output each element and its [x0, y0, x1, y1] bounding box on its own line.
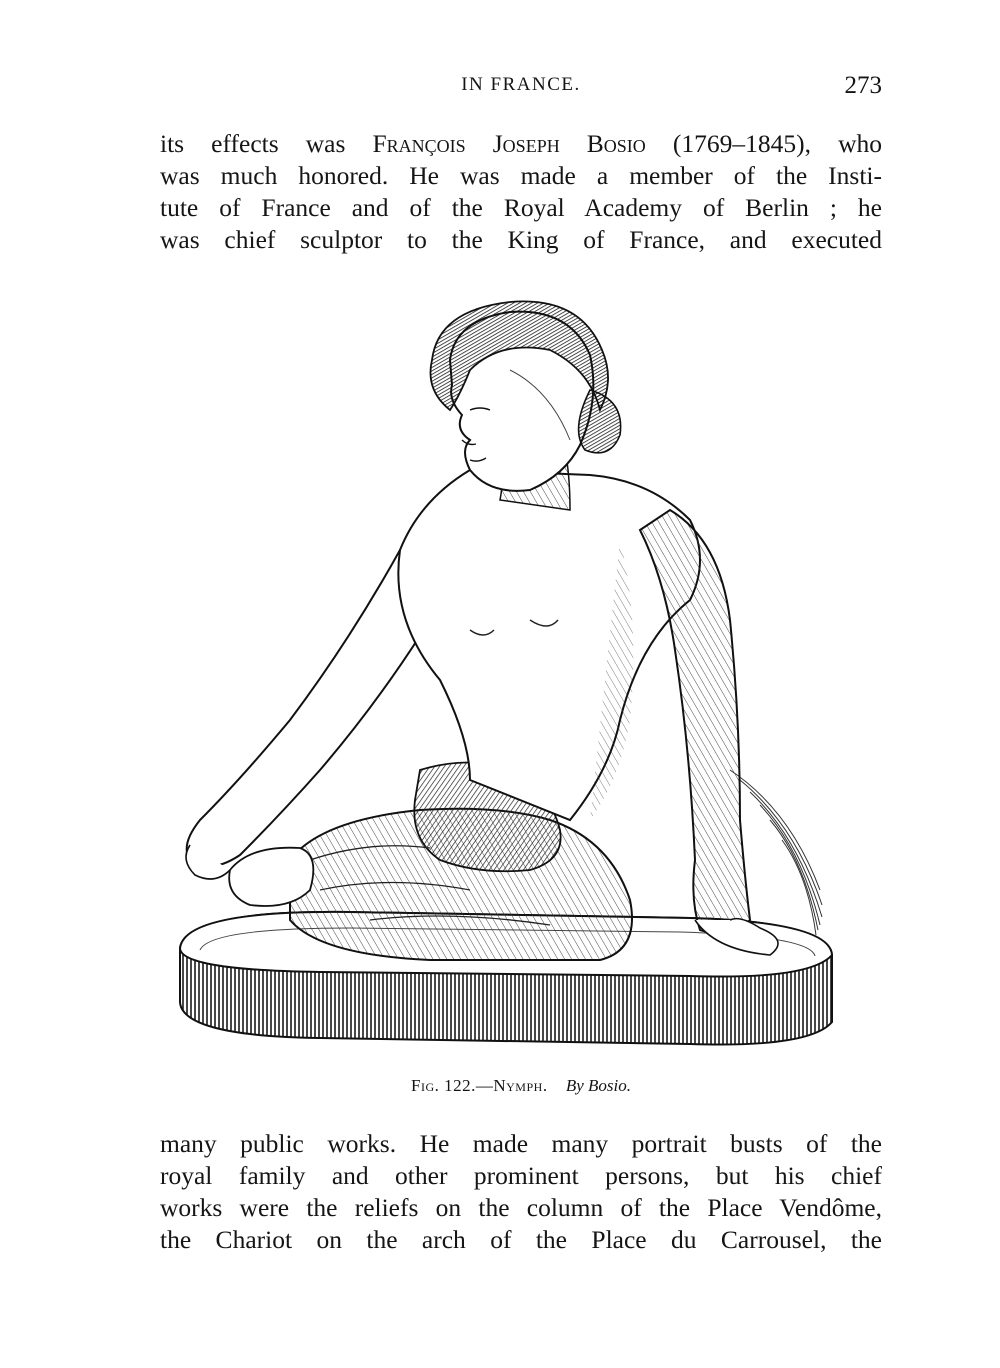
- text-line: works were the reliefs on the column of the Place Vendôme,: [160, 1193, 882, 1222]
- caption-label: Fig. 122.—Nymph.: [411, 1076, 548, 1095]
- figure-caption: [160, 1076, 882, 1096]
- paragraph-bottom: [160, 1128, 882, 1256]
- text-line: tute of France and of the Royal Academy of Berlin ; he: [160, 193, 882, 222]
- sculptor-name: François Joseph Bosio: [372, 129, 646, 158]
- running-head: [160, 72, 882, 102]
- text-line: many public works. He made many portrait busts of the: [160, 1129, 882, 1158]
- caption-attribution: By Bosio.: [565, 1076, 631, 1095]
- text-line: its effects was François Joseph Bosio (1769–1845), who: [160, 129, 882, 158]
- text-line: was chief sculptor to the King of France, and executed: [160, 225, 882, 254]
- running-title: IN FRANCE.: [461, 74, 581, 95]
- paragraph-top: [160, 128, 882, 256]
- page-number: 273: [844, 72, 882, 99]
- text-line: royal family and other prominent persons, but his chief: [160, 1161, 882, 1190]
- text-line: the Chariot on the arch of the Place du Carrousel, the: [160, 1225, 882, 1254]
- nymph-engraving: [170, 300, 860, 1060]
- text-line: was much honored. He was made a member of the Insti-: [160, 161, 882, 190]
